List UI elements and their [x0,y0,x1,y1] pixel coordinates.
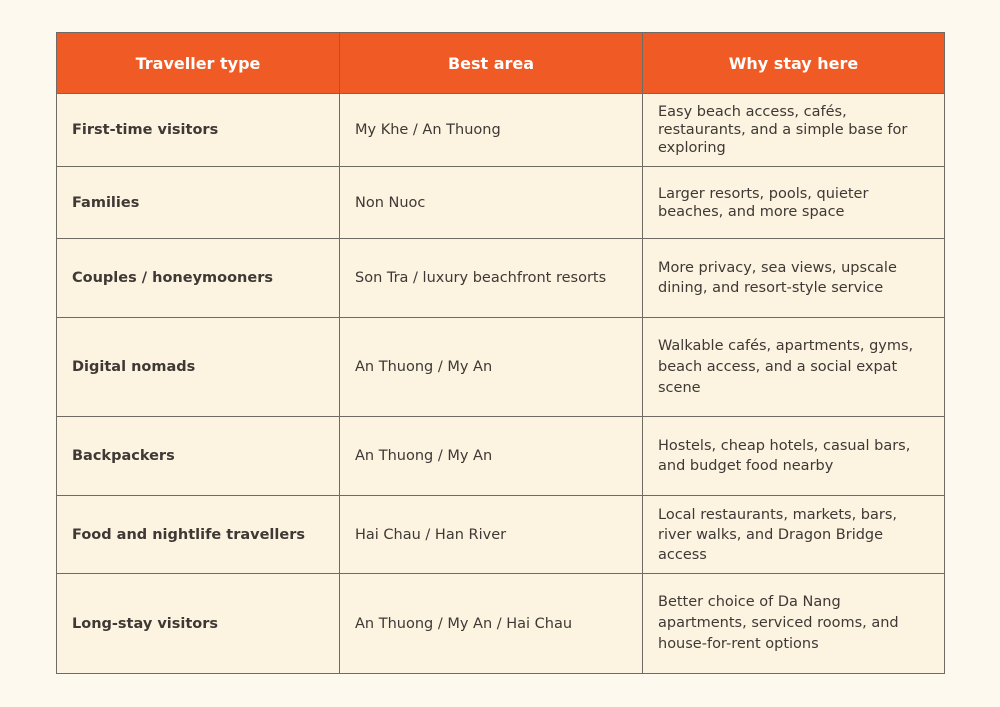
traveller-type-cell: Digital nomads [57,318,340,417]
best-area-cell: My Khe / An Thuong [340,94,643,167]
traveller-type-cell: First-time visitors [57,94,340,167]
why-stay-cell: Walkable cafés, apartments, gyms, beach access, and a social expat scene [643,318,945,417]
best-area-cell: An Thuong / My An / Hai Chau [340,574,643,674]
header-why-stay-here: Why stay here [643,33,945,94]
best-area-cell: Hai Chau / Han River [340,496,643,574]
traveller-type-cell: Backpackers [57,417,340,496]
best-area-cell: Son Tra / luxury beachfront resorts [340,239,643,318]
table-row [57,574,945,674]
table-row [57,239,945,318]
header-traveller-type: Traveller type [57,33,340,94]
header-best-area: Best area [340,33,643,94]
where-to-stay-table [56,32,945,674]
best-area-cell: An Thuong / My An [340,417,643,496]
why-stay-cell: More privacy, sea views, upscale dining, and resort-style service [643,239,945,318]
traveller-type-cell: Families [57,167,340,239]
table-header-row [57,33,945,94]
why-stay-cell: Better choice of Da Nang apartments, serviced rooms, and house-for-rent options [643,574,945,674]
table-row [57,496,945,574]
why-stay-cell: Larger resorts, pools, quieter beaches, and more space [643,167,945,239]
traveller-type-cell: Couples / honeymooners [57,239,340,318]
table-row [57,167,945,239]
table-row [57,318,945,417]
traveller-type-cell: Food and nightlife travellers [57,496,340,574]
why-stay-cell: Hostels, cheap hotels, casual bars, and budget food nearby [643,417,945,496]
table-row [57,94,945,167]
table-row [57,417,945,496]
why-stay-cell: Local restaurants, markets, bars, river walks, and Dragon Bridge access [643,496,945,574]
best-area-cell: Non Nuoc [340,167,643,239]
traveller-type-cell: Long-stay visitors [57,574,340,674]
why-stay-cell: Easy beach access, cafés, restaurants, and a simple base for exploring [643,94,945,167]
best-area-cell: An Thuong / My An [340,318,643,417]
